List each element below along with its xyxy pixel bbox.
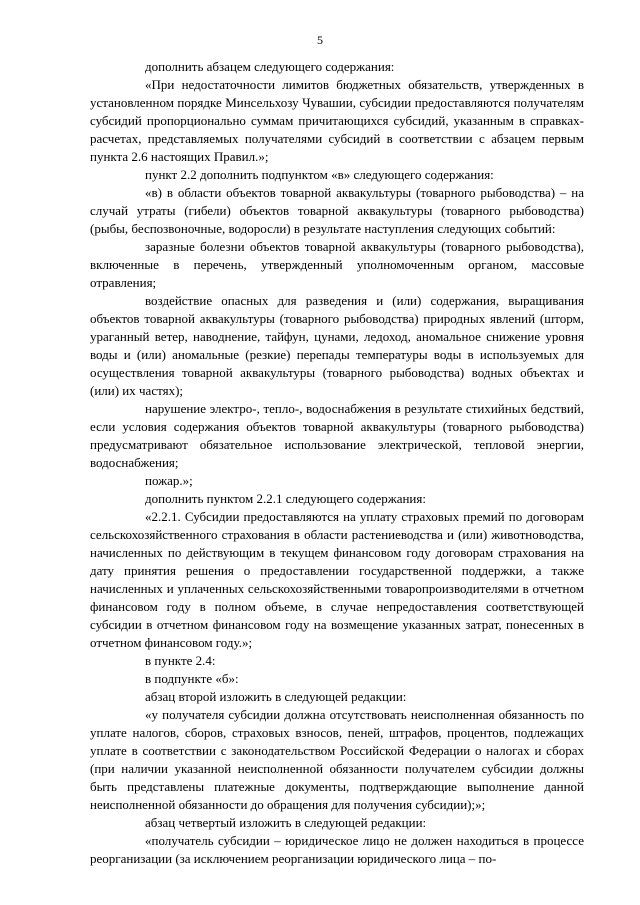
paragraph: воздействие опасных для разведения и (или) содержания, выращивания объектов товарной аквакультуры (товарного рыбоводства) природных явлений (шторм, ураганный ветер, наводнение, тайфун, цунами, ледоход, аномальное снижение уровня воды и (или) аномальные (резкие) перепады температуры воды в используемых для осуществления товарной аквакультуры (товарного рыбоводства) водных объектах и (или) их частях); [90,293,584,398]
paragraph: заразные болезни объектов товарной аквакультуры (товарного рыбоводства), включенные в перечень, утвержденный уполномоченным органом, массовые отравления; [90,239,584,290]
paragraph: «получатель субсидии – юридическое лицо не должен находиться в процессе реорганизации (за исключением реорганизации юридического лица – по- [90,833,584,866]
paragraph: дополнить абзацем следующего содержания: [145,59,395,74]
paragraph: в пункте 2.4: [145,653,216,668]
paragraph: абзац четвертый изложить в следующей редакции: [145,815,427,830]
paragraph: абзац второй изложить в следующей редакции: [145,689,407,704]
paragraph: пункт 2.2 дополнить подпунктом «в» следующего содержания: [145,167,494,182]
paragraph: «При недостаточности лимитов бюджетных обязательств, утвержденных в установленном порядке Минсельхозу Чувашии, субсидии предоставляются получателям субсидий пропорционально суммам причитающихся субсидий, указанным в справках-расчетах, представляемых получателями субсидий в соответствии с абзацем первым пункта 2.6 настоящих Правил.»; [90,77,584,164]
page-number: 5 [317,33,323,47]
paragraph: в подпункте «б»: [145,671,239,686]
paragraph: «у получателя субсидии должна отсутствовать неисполненная обязанность по уплате налогов, сборов, страховых взносов, пеней, штрафов, процентов, подлежащих уплате в соответствии с законодательством Российской Федерации о налогах и сборах (при наличии указанной неисполненной обязанности получателем субсидии должны быть представлены платежные документы, подтверждающие выполнение данной неисполненной обязанности до обращения для получения субсидии);»; [90,707,584,812]
paragraph: дополнить пунктом 2.2.1 следующего содержания: [145,491,426,506]
paragraph: нарушение электро-, тепло-, водоснабжения в результате стихийных бедствий, если условия содержания объектов товарной аквакультуры (товарного рыбоводства) предусматривают обязательное использование электрической, тепловой энергии, водоснабжения; [90,401,584,470]
paragraph: «в) в области объектов товарной аквакультуры (товарного рыбоводства) – на случай утраты (гибели) объектов товарной аквакультуры (товарного рыбоводства) (рыбы, беспозвоночные, водоросли) в результате наступления следующих событий: [90,185,584,236]
paragraph: пожар.»; [145,473,193,488]
document-body [90,58,584,868]
paragraph: «2.2.1. Субсидии предоставляются на уплату страховых премий по договорам сельскохозяйственного страхования в области растениеводства и (или) животноводства, начисленных по действующим в текущем финансовом году договорам страхования на дату принятия решения о предоставлении государственной поддержки, а также начисленных и уплаченных сельскохозяйственными товаропроизводителями в отчетном финансовом году в полном объеме, в случае непредоставления соответствующей субсидии в отчетном финансовом году на возмещение указанных затрат, понесенных в отчетном финансовом году.»; [90,509,584,650]
